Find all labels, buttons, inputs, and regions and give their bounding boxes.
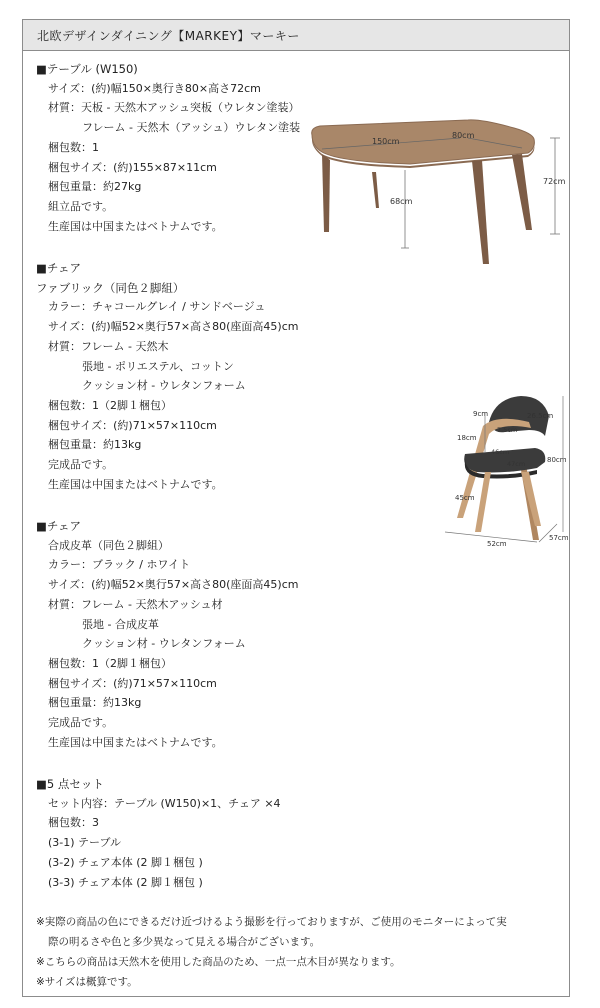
chair-dim-seat-height: 45cm — [455, 494, 475, 502]
spec-line: フレーム - 天然木（アッシュ）ウレタン塗装 — [82, 121, 301, 135]
table-dim-clearance: 68cm — [390, 197, 413, 206]
spec-line: セット内容：テーブル (W150)×1、チェア ×4 — [48, 796, 281, 810]
spec-line: 梱包重量：約13kg — [48, 696, 142, 710]
spec-line: サイズ：(約)幅52×奥行57×高さ80(座面高45)cm — [48, 320, 299, 334]
spec-line: (3-1) テーブル — [48, 836, 122, 850]
spec-line: 梱包数：1（2脚１梱包） — [48, 398, 172, 412]
spec-line: カラー：ブラック / ホワイト — [48, 558, 191, 572]
spec-line: 生産国は中国またはベトナムです。 — [48, 477, 223, 491]
spec-line: サイズ：(約)幅150×奥行き80×高さ72cm — [48, 81, 261, 95]
chair-dim-height: 80cm — [547, 456, 567, 464]
chair-dim-seat-width: 47cm — [507, 460, 526, 468]
spec-line: 張地 - 合成皮革 — [82, 617, 159, 631]
section-heading: ■テーブル (W150) — [36, 62, 138, 76]
spec-line: 梱包重量：約27kg — [48, 180, 142, 194]
spec-line: サイズ：(約)幅52×奥行57×高さ80(座面高45)cm — [48, 578, 299, 592]
chair-dim-armrest: 18cm — [457, 434, 477, 442]
spec-line: 合成皮革（同色２脚組） — [48, 538, 169, 552]
spec-line: 生産国は中国またはベトナムです。 — [48, 219, 223, 233]
spec-line: 梱包重量：約13kg — [48, 438, 142, 452]
spec-line: 梱包サイズ：(約)71×57×110cm — [48, 418, 217, 432]
header-bar — [23, 20, 569, 51]
table-dim-height: 72cm — [543, 177, 566, 186]
chair-dim-seat-depth: 46cm — [491, 448, 510, 456]
page-title: 北欧デザインダイニング【MARKEY】マーキー — [37, 29, 300, 43]
spec-line: 生産国は中国またはベトナムです。 — [48, 735, 223, 749]
spec-line: 材質：フレーム - 天然木 — [48, 339, 169, 353]
spec-line: 組立品です。 — [48, 199, 114, 213]
section-heading: ■チェア — [36, 519, 82, 533]
table-dim-width: 150cm — [372, 137, 400, 146]
spec-line: 張地 - ポリエステル、コットン — [82, 359, 234, 373]
spec-line: クッション材 - ウレタンフォーム — [82, 637, 246, 651]
chair-dim-back-height: 7.5cm — [497, 426, 518, 434]
section-heading: ■チェア — [36, 261, 82, 275]
table-leg-back — [372, 172, 379, 208]
chair-dim-back-width: 26.5cm — [527, 412, 554, 420]
table-dim-depth: 80cm — [452, 131, 475, 140]
note-line: 際の明るさや色と多少異なって見える場合がございます。 — [48, 936, 321, 948]
section-heading: ■5 点セット — [36, 777, 104, 791]
chair-leg-front-left — [475, 472, 491, 532]
spec-line: 材質：天板 - 天然木アッシュ突板（ウレタン塗装） — [48, 101, 300, 115]
table-illustration — [300, 108, 570, 278]
spec-line: クッション材 - ウレタンフォーム — [82, 379, 246, 393]
spec-line: 梱包数：3 — [48, 816, 99, 830]
note-line: ※こちらの商品は天然木を使用した商品のため、一点一点木目が異なります。 — [36, 956, 401, 968]
note-line: ※実際の商品の色にできるだけ近づけるよう撮影を行っておりますが、ご使用のモニターによって実 — [36, 916, 507, 928]
chair-dim-back-gap: 9cm — [473, 410, 489, 418]
chair-dim-depth: 57cm — [549, 534, 569, 542]
spec-line: 梱包数：1 — [48, 140, 99, 154]
spec-line: 完成品です。 — [48, 458, 114, 471]
spec-line: 梱包サイズ：(約)155×87×11cm — [48, 160, 217, 174]
chair-dim-width: 52cm — [487, 540, 507, 548]
table-top — [312, 120, 535, 164]
spec-line: 材質：フレーム - 天然木アッシュ材 — [48, 597, 223, 611]
spec-line: カラー：チャコールグレイ / サンドベージュ — [48, 300, 266, 314]
table-leg-front-left — [322, 154, 330, 232]
spec-line: (3-3) チェア本体 (2 脚１梱包 ) — [48, 875, 203, 889]
spec-line: 完成品です。 — [48, 716, 114, 729]
chair-illustration — [425, 392, 575, 557]
spec-line: 梱包サイズ：(約)71×57×110cm — [48, 676, 217, 690]
spec-line: ファブリック（同色２脚組） — [36, 280, 185, 295]
spec-line: (3-2) チェア本体 (2 脚１梱包 ) — [48, 855, 203, 869]
spec-line: 梱包数：1（2脚１梱包） — [48, 656, 172, 670]
table-leg-front-mid — [472, 160, 489, 264]
note-line: ※サイズは概算です。 — [36, 976, 138, 988]
table-leg-right — [512, 154, 532, 230]
